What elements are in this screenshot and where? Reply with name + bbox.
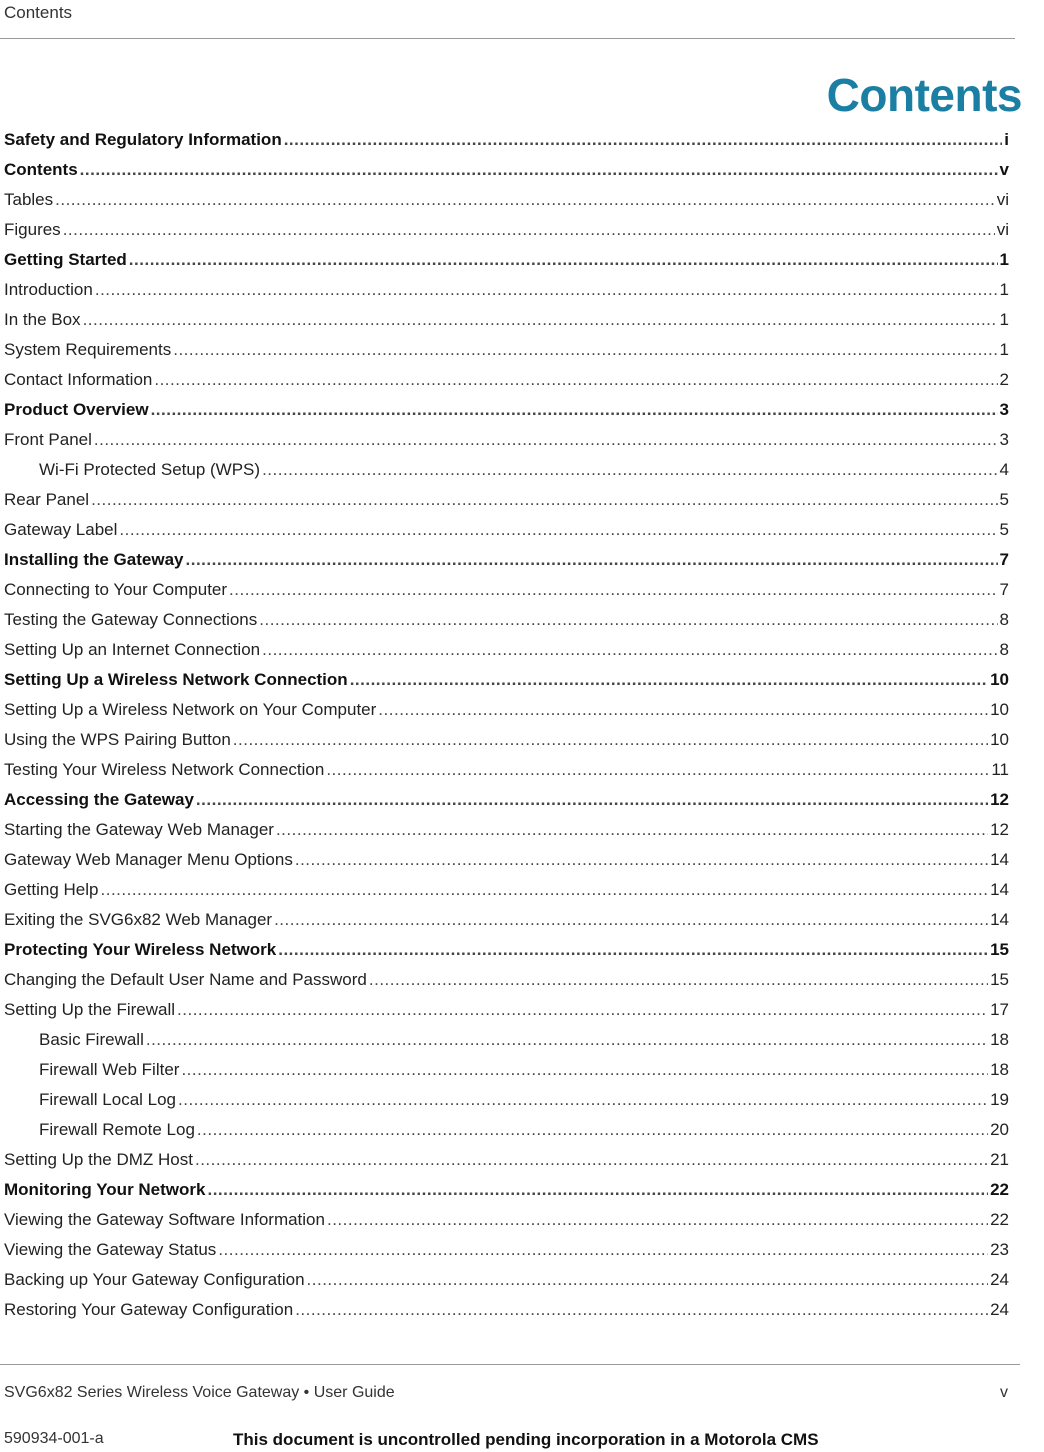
toc-dot-leader bbox=[295, 845, 988, 875]
toc-entry[interactable] bbox=[4, 1145, 1009, 1175]
footer-document-title: SVG6x82 Series Wireless Voice Gateway • User Guide bbox=[4, 1384, 395, 1401]
toc-dot-leader bbox=[195, 1145, 988, 1175]
toc-entry-title: Backing up Your Gateway Configuration bbox=[4, 1270, 305, 1289]
toc-entry[interactable] bbox=[4, 515, 1009, 545]
toc-entry-title: In the Box bbox=[4, 310, 81, 329]
toc-entry[interactable] bbox=[4, 785, 1009, 815]
toc-entry-title: Gateway Label bbox=[4, 520, 118, 539]
toc-entry[interactable] bbox=[4, 725, 1009, 755]
toc-dot-leader bbox=[151, 395, 998, 425]
toc-dot-leader bbox=[378, 695, 988, 725]
toc-entry-title: Getting Started bbox=[4, 250, 127, 269]
toc-dot-leader bbox=[276, 815, 988, 845]
toc-entry-page: 20 bbox=[990, 1120, 1009, 1139]
toc-entry-title: Setting Up an Internet Connection bbox=[4, 640, 261, 659]
toc-entry-title: Viewing the Gateway Software Information bbox=[4, 1210, 325, 1229]
toc-dot-leader bbox=[83, 305, 998, 335]
header-divider bbox=[0, 38, 1015, 39]
toc-dot-leader bbox=[146, 1025, 988, 1055]
toc-entry-title: Front Panel bbox=[4, 430, 92, 449]
toc-entry[interactable] bbox=[4, 905, 1009, 935]
toc-dot-leader bbox=[207, 1175, 988, 1205]
toc-dot-leader bbox=[80, 155, 998, 185]
toc-entry-page: 1 bbox=[999, 280, 1009, 299]
toc-entry[interactable] bbox=[4, 1115, 1009, 1145]
toc-entry[interactable] bbox=[4, 125, 1009, 155]
toc-entry-page: 10 bbox=[990, 700, 1009, 719]
toc-entry-title: Viewing the Gateway Status bbox=[4, 1240, 217, 1259]
toc-entry-title: Exiting the SVG6x82 Web Manager bbox=[4, 910, 273, 929]
toc-dot-leader bbox=[262, 635, 997, 665]
toc-entry-page: 2 bbox=[999, 370, 1009, 389]
toc-entry-page: 11 bbox=[991, 760, 1009, 779]
toc-entry-title: Contact Information bbox=[4, 370, 153, 389]
toc-entry[interactable] bbox=[4, 1235, 1009, 1265]
toc-entry-page: 3 bbox=[999, 400, 1009, 419]
toc-entry-page: 22 bbox=[990, 1180, 1009, 1199]
toc-entry-page: 5 bbox=[999, 490, 1009, 509]
toc-entry[interactable] bbox=[4, 755, 1009, 785]
toc-entry-page: 8 bbox=[999, 640, 1009, 659]
toc-dot-leader bbox=[327, 1205, 988, 1235]
toc-dot-leader bbox=[181, 1055, 988, 1085]
toc-entry-page: 5 bbox=[999, 520, 1009, 539]
toc-dot-leader bbox=[274, 905, 988, 935]
toc-dot-leader bbox=[369, 965, 988, 995]
toc-entry-title: Restoring Your Gateway Configuration bbox=[4, 1300, 294, 1319]
toc-entry-title: Setting Up the Firewall bbox=[4, 1000, 176, 1019]
toc-entry-page: 7 bbox=[999, 580, 1009, 599]
toc-dot-leader bbox=[197, 1115, 988, 1145]
toc-entry[interactable] bbox=[4, 1025, 1009, 1055]
toc-entry-page: 15 bbox=[990, 970, 1009, 989]
toc-dot-leader bbox=[119, 515, 997, 545]
toc-entry-page: 24 bbox=[990, 1270, 1009, 1289]
toc-entry[interactable] bbox=[4, 1085, 1009, 1115]
toc-entry-title: Contents bbox=[4, 160, 78, 179]
toc-entry-page: vi bbox=[996, 190, 1009, 209]
toc-dot-leader bbox=[186, 545, 998, 575]
toc-entry-page: 1 bbox=[999, 340, 1009, 359]
toc-entry-page: 12 bbox=[990, 790, 1009, 809]
footer-divider bbox=[0, 1364, 1020, 1365]
toc-entry[interactable] bbox=[4, 1055, 1009, 1085]
toc-entry-title: Basic Firewall bbox=[39, 1030, 144, 1049]
toc-entry-page: 10 bbox=[990, 670, 1009, 689]
toc-entry-title: Wi-Fi Protected Setup (WPS) bbox=[39, 460, 261, 479]
toc-entry-page: vi bbox=[996, 220, 1009, 239]
toc-entry-title: Getting Help bbox=[4, 880, 99, 899]
toc-entry-title: Firewall Remote Log bbox=[39, 1120, 195, 1139]
toc-entry-title: Testing the Gateway Connections bbox=[4, 610, 258, 629]
toc-entry-title: Setting Up a Wireless Network Connection bbox=[4, 670, 348, 689]
toc-entry-page: 14 bbox=[990, 880, 1009, 899]
toc-entry[interactable] bbox=[4, 425, 1009, 455]
toc-dot-leader bbox=[101, 875, 989, 905]
toc-entry-page: 22 bbox=[990, 1210, 1009, 1229]
toc-entry-title: Setting Up the DMZ Host bbox=[4, 1150, 193, 1169]
toc-entry[interactable] bbox=[4, 155, 1009, 185]
toc-entry-title: Safety and Regulatory Information bbox=[4, 130, 282, 149]
toc-entry[interactable] bbox=[4, 665, 1009, 695]
toc-dot-leader bbox=[91, 485, 997, 515]
toc-entry[interactable] bbox=[4, 365, 1009, 395]
toc-entry[interactable] bbox=[4, 215, 1009, 245]
toc-entry[interactable] bbox=[4, 275, 1009, 305]
toc-entry-page: 14 bbox=[990, 910, 1009, 929]
toc-entry[interactable] bbox=[4, 845, 1009, 875]
toc-entry-title: Protecting Your Wireless Network bbox=[4, 940, 277, 959]
toc-dot-leader bbox=[262, 455, 997, 485]
toc-dot-leader bbox=[178, 1085, 988, 1115]
toc-dot-leader bbox=[177, 995, 988, 1025]
toc-entry[interactable] bbox=[4, 395, 1009, 425]
toc-entry-title: Figures bbox=[4, 220, 61, 239]
toc-entry-page: 18 bbox=[990, 1060, 1009, 1079]
toc-entry-title: Rear Panel bbox=[4, 490, 90, 509]
toc-entry-page: v bbox=[999, 160, 1009, 179]
toc-dot-leader bbox=[278, 935, 988, 965]
toc-entry-title: Accessing the Gateway bbox=[4, 790, 194, 809]
toc-dot-leader bbox=[55, 185, 995, 215]
toc-entry-page: 12 bbox=[990, 820, 1009, 839]
toc-dot-leader bbox=[350, 665, 988, 695]
toc-entry[interactable] bbox=[4, 575, 1009, 605]
toc-dot-leader bbox=[129, 245, 998, 275]
toc-entry[interactable] bbox=[4, 455, 1009, 485]
toc-entry-title: Firewall Web Filter bbox=[39, 1060, 180, 1079]
toc-dot-leader bbox=[154, 365, 997, 395]
toc-entry[interactable] bbox=[4, 635, 1009, 665]
toc-entry[interactable] bbox=[4, 605, 1009, 635]
toc-entry-title: Testing Your Wireless Network Connection bbox=[4, 760, 325, 779]
toc-entry[interactable] bbox=[4, 305, 1009, 335]
toc-entry-page: 23 bbox=[990, 1240, 1009, 1259]
footer-notice: This document is uncontrolled pending incorporation in a Motorola CMS bbox=[233, 1430, 819, 1449]
toc-entry-page: 4 bbox=[999, 460, 1009, 479]
toc-entry-title: Tables bbox=[4, 190, 54, 209]
toc-entry-title: Installing the Gateway bbox=[4, 550, 184, 569]
toc-entry-title: Product Overview bbox=[4, 400, 149, 419]
toc-entry-title: Setting Up a Wireless Network on Your Computer bbox=[4, 700, 377, 719]
toc-entry-page: 1 bbox=[999, 250, 1009, 269]
toc-dot-leader bbox=[95, 275, 998, 305]
toc-dot-leader bbox=[284, 125, 1003, 155]
toc-entry[interactable] bbox=[4, 1265, 1009, 1295]
page-title: Contents bbox=[826, 69, 1022, 121]
toc-entry-title: Firewall Local Log bbox=[39, 1090, 177, 1109]
toc-entry-page: 19 bbox=[990, 1090, 1009, 1109]
footer-part-number: 590934-001-a bbox=[4, 1430, 104, 1447]
toc-dot-leader bbox=[196, 785, 988, 815]
toc-entry[interactable] bbox=[4, 965, 1009, 995]
toc-entry[interactable] bbox=[4, 1205, 1009, 1235]
toc-entry[interactable] bbox=[4, 1175, 1009, 1205]
toc-entry-page: 18 bbox=[990, 1030, 1009, 1049]
toc-entry-page: 1 bbox=[999, 310, 1009, 329]
toc-dot-leader bbox=[229, 575, 997, 605]
toc-dot-leader bbox=[94, 425, 998, 455]
toc-entry-page: 14 bbox=[990, 850, 1009, 869]
toc-dot-leader bbox=[173, 335, 997, 365]
toc-entry[interactable] bbox=[4, 1295, 1009, 1325]
toc-entry-title: Changing the Default User Name and Password bbox=[4, 970, 367, 989]
toc-entry-page: 3 bbox=[999, 430, 1009, 449]
toc-entry[interactable] bbox=[4, 545, 1009, 575]
running-header: Contents bbox=[4, 3, 73, 22]
toc-entry[interactable] bbox=[4, 245, 1009, 275]
toc-entry[interactable] bbox=[4, 995, 1009, 1025]
toc-entry-page: 21 bbox=[990, 1150, 1009, 1169]
toc-entry[interactable] bbox=[4, 815, 1009, 845]
toc-dot-leader bbox=[295, 1295, 988, 1325]
toc-entry-page: i bbox=[1004, 130, 1009, 149]
footer-page-number: v bbox=[1000, 1384, 1008, 1401]
toc-entry-page: 17 bbox=[990, 1000, 1009, 1019]
toc-entry-title: Using the WPS Pairing Button bbox=[4, 730, 231, 749]
toc-entry-title: Gateway Web Manager Menu Options bbox=[4, 850, 293, 869]
toc-entry-page: 10 bbox=[990, 730, 1009, 749]
toc-dot-leader bbox=[63, 215, 995, 245]
table-of-contents bbox=[4, 125, 1009, 1325]
toc-entry[interactable] bbox=[4, 695, 1009, 725]
toc-entry-page: 8 bbox=[999, 610, 1009, 629]
toc-entry-title: Starting the Gateway Web Manager bbox=[4, 820, 274, 839]
toc-entry-page: 7 bbox=[999, 550, 1009, 569]
toc-entry[interactable] bbox=[4, 935, 1009, 965]
toc-entry-title: System Requirements bbox=[4, 340, 172, 359]
toc-entry-page: 24 bbox=[990, 1300, 1009, 1319]
toc-entry-title: Connecting to Your Computer bbox=[4, 580, 228, 599]
toc-entry[interactable] bbox=[4, 485, 1009, 515]
toc-entry[interactable] bbox=[4, 185, 1009, 215]
toc-entry[interactable] bbox=[4, 875, 1009, 905]
toc-entry-title: Introduction bbox=[4, 280, 93, 299]
toc-entry-page: 15 bbox=[990, 940, 1009, 959]
toc-dot-leader bbox=[218, 1235, 988, 1265]
toc-dot-leader bbox=[259, 605, 997, 635]
toc-entry-title: Monitoring Your Network bbox=[4, 1180, 206, 1199]
toc-entry[interactable] bbox=[4, 335, 1009, 365]
toc-dot-leader bbox=[233, 725, 988, 755]
toc-dot-leader bbox=[307, 1265, 989, 1295]
toc-dot-leader bbox=[326, 755, 989, 785]
